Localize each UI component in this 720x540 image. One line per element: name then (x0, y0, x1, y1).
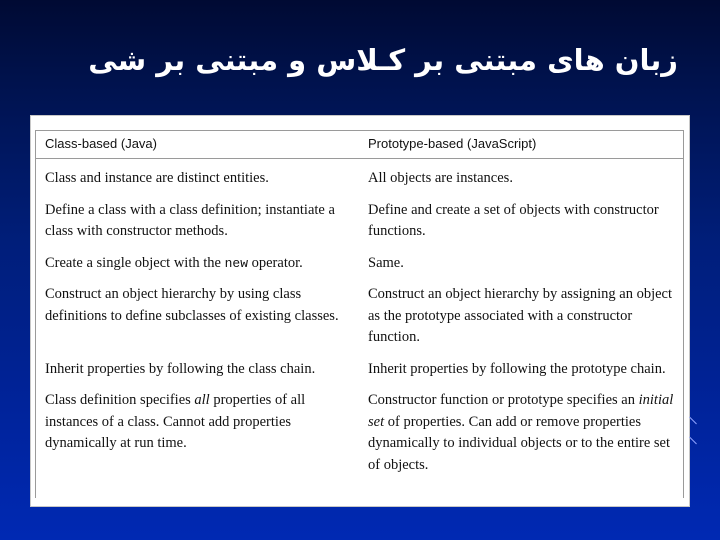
prototype-based-cell: Same. (368, 254, 404, 271)
prototype-based-cell: Construct an object hierarchy by assigning an object as the prototype associated with a constructor function. (368, 286, 673, 345)
cell-text: operator. (248, 254, 303, 271)
keyword-new: new (224, 255, 248, 271)
class-based-cell: Class and instance are distinct entities. (45, 170, 269, 186)
class-based-cell (36, 385, 359, 481)
cell-text: of properties. Can add or remove properties dynamically to individual objects or to the entire set of objects. (368, 413, 671, 473)
class-based-cell: Inherit properties by following the class chain. (45, 360, 316, 377)
table-row (36, 195, 683, 248)
class-based-cell (36, 248, 359, 280)
cell-text: Constructor function or prototype specifies an (368, 392, 639, 408)
table-row (36, 385, 683, 481)
table-row (36, 248, 683, 280)
table-row (36, 354, 683, 386)
comparison-table-panel (30, 115, 690, 507)
prototype-based-cell: Define and create a set of objects with constructor functions. (368, 201, 659, 239)
column-header-class-based: Class-based (Java) (36, 131, 359, 159)
cell-text: properties of all instances of a class. Cannot add properties dynamically at run time. (45, 392, 306, 451)
emphasis-initial-set: initial set (368, 392, 674, 430)
class-based-cell: Construct an object hierarchy by using class definitions to define subclasses of existing classes. (45, 286, 339, 324)
table-header-row (36, 131, 683, 159)
prototype-based-cell: Inherit properties by following the prototype chain. (368, 360, 666, 377)
slide-title: زبان های مبتنی بر کـلاس و مبتنی بر شی (88, 43, 678, 77)
comparison-table-frame (35, 130, 684, 498)
class-based-cell: Define a class with a class definition; instantiate a class with constructor methods. (45, 201, 335, 239)
decorative-diagonal-mark (689, 417, 697, 425)
cell-text: Class definition specifies (45, 392, 195, 408)
table-row (36, 279, 683, 354)
emphasis-all: all (194, 392, 210, 408)
decorative-diagonal-mark (689, 437, 697, 445)
comparison-table (36, 130, 683, 481)
table-row (36, 159, 683, 195)
column-header-prototype-based: Prototype-based (JavaScript) (359, 131, 683, 159)
prototype-based-cell (359, 385, 683, 481)
prototype-based-cell: All objects are instances. (368, 170, 513, 186)
cell-text: Create a single object with the (45, 254, 225, 271)
